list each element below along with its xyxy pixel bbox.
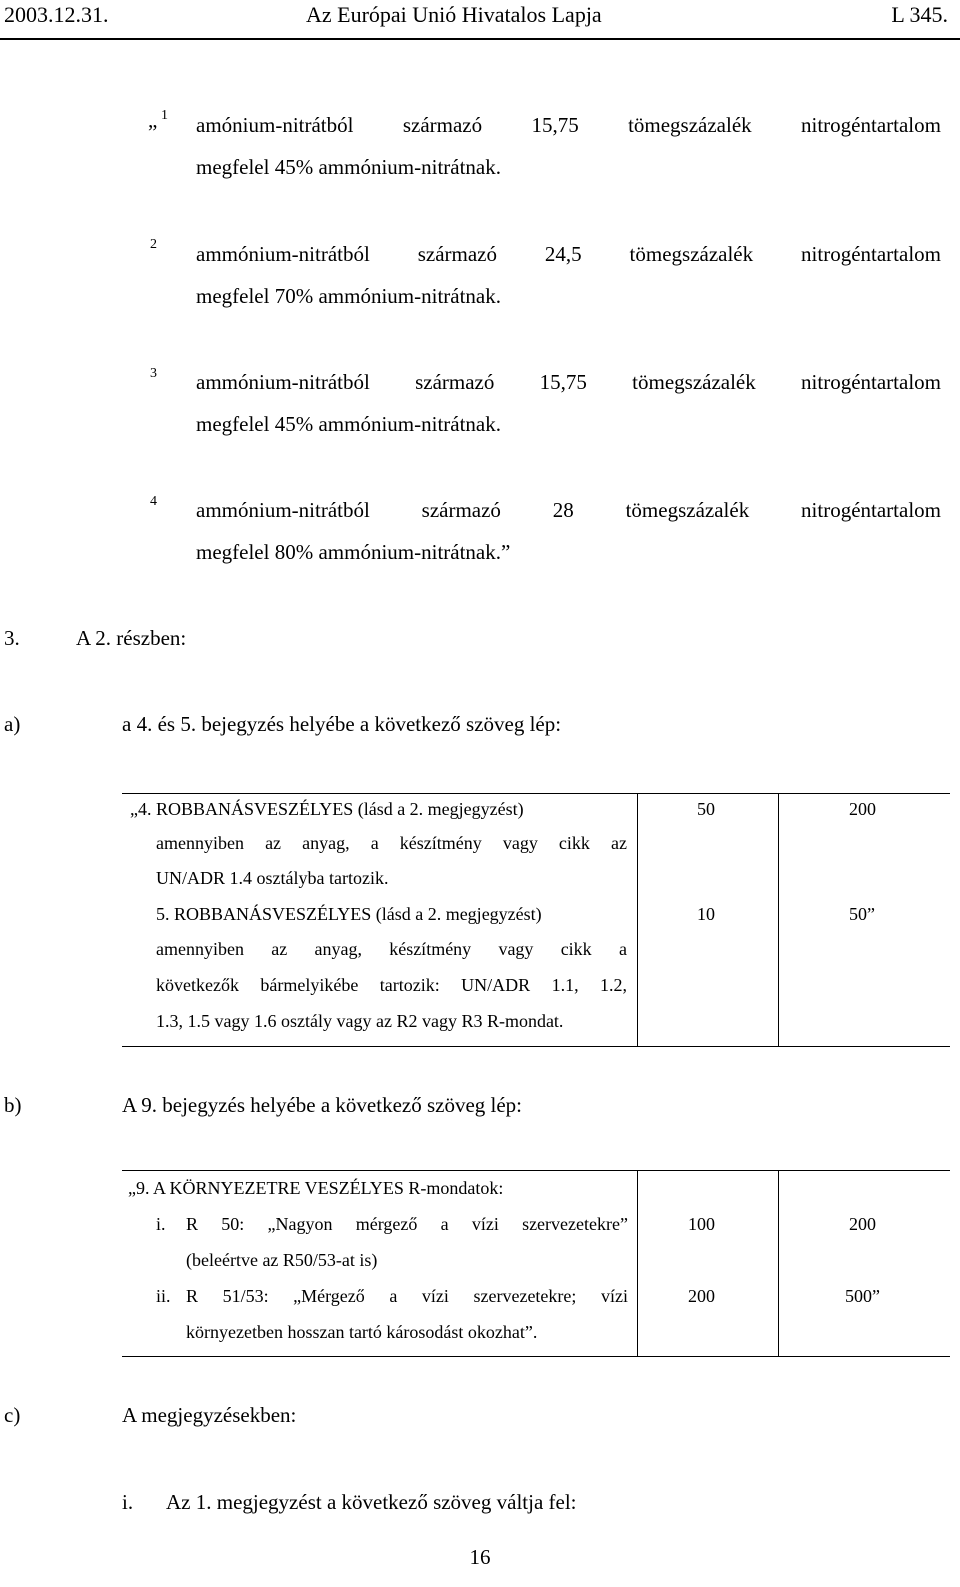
word: 28 [552,498,574,522]
word: amónium-nitrátból [196,113,354,137]
word: anyag, [314,939,362,959]
word: nitrogéntartalom [801,498,941,522]
opening-quote-mark: „ [148,108,158,132]
entry-9-i-value-1: 100 [688,1214,715,1234]
footnote-2-line-2: megfelel 70% ammónium-nitrátnak. [196,284,501,308]
entry-9-ii-value-2: 500” [845,1286,880,1306]
item-c-text: A megjegyzésekben: [122,1403,297,1427]
section-heading: A 2. részben: [76,626,187,650]
footnote-1-line-1 [196,104,941,146]
table-divider [778,1171,779,1356]
entry-5-value-2: 50” [849,904,875,924]
word: tömegszázalék [632,370,756,394]
footnote-marker-3: 3 [150,366,157,381]
item-a-text: a 4. és 5. bejegyzés helyébe a következő szöveg lép: [122,712,562,736]
entry-4-value-1: 50 [697,799,715,819]
word: 24,5 [544,242,582,266]
word: 50: [221,1214,245,1234]
word: vízi [600,1286,628,1306]
item-a-label: a) [4,712,21,736]
page-number: 16 [469,1545,491,1569]
word: nitrogéntartalom [801,370,941,394]
word: „Mérgező [293,1286,365,1306]
word: tömegszázalék [629,242,754,266]
footnote-2 [196,233,941,317]
entry-9-i-value-2: 200 [849,1214,876,1234]
word: nitrogéntartalom [801,113,941,137]
entry-9-ii-line-1 [186,1286,628,1307]
entry-5-line-2 [156,939,627,960]
item-b-label: b) [4,1093,22,1117]
word: tömegszázalék [628,113,752,137]
word: következők [156,975,239,995]
footnote-marker-4: 4 [150,494,157,509]
word: szervezetekre” [522,1214,628,1234]
word: ammónium-nitrátból [196,498,370,522]
entry-9-heading: „9. A KÖRNYEZETRE VESZÉLYES R-mondatok: [128,1178,504,1198]
entry-4-line-2 [156,833,627,854]
word: anyag, [302,833,350,853]
entry-9-ii-value-1: 200 [688,1286,715,1306]
word: készítmény [389,939,472,959]
table-divider [637,794,638,1046]
word: ammónium-nitrátból [196,242,370,266]
entry-9-i-line-2: (beleértve az R50/53-at is) [186,1250,378,1270]
word: bármelyikébe [260,975,359,995]
item-c-label: c) [4,1403,21,1427]
word: származó [415,370,495,394]
word: vagy [502,833,538,853]
table-divider [637,1171,638,1356]
word: ammónium-nitrátból [196,370,370,394]
entry-4-line-3: UN/ADR 1.4 osztályba tartozik. [156,868,389,888]
word: nitrogéntartalom [801,242,941,266]
item-c-i-label: i. [122,1490,134,1514]
word: vízi [471,1214,499,1234]
item-c-i-text: Az 1. megjegyzést a következő szöveg váltja fel: [166,1490,577,1514]
footnote-1 [196,104,941,188]
footnote-4-line-2: megfelel 80% ammónium-nitrátnak.” [196,540,511,564]
word: R [186,1286,199,1306]
table-entry-9 [122,1170,950,1357]
word: származó [402,113,483,137]
footnote-3-line-1 [196,361,941,403]
footnote-2-line-1 [196,233,941,275]
page-header [0,0,960,40]
word: származó [417,242,497,266]
word: a [370,833,379,853]
header-date: 2003.12.31. [4,2,109,27]
word: készítmény [399,833,482,853]
item-b-text: A 9. bejegyzés helyébe a következő szöveg lép: [122,1093,523,1117]
entry-4-value-2: 200 [849,799,876,819]
footnote-3 [196,361,941,445]
word: UN/ADR [461,975,531,995]
word: amennyiben [156,833,244,853]
word: 15,75 [531,113,579,137]
header-journal-title: Az Európai Unió Hivatalos Lapja [306,2,602,27]
word: „Nagyon [267,1214,333,1234]
entry-9-i-line-1 [186,1214,628,1235]
footnote-marker-2: 2 [150,237,157,252]
footnote-3-line-2: megfelel 45% ammónium-nitrátnak. [196,412,501,436]
footnote-marker-1: 1 [161,108,168,123]
word: cikk [560,939,592,959]
word: a [389,1286,398,1306]
table-divider [778,794,779,1046]
word: az [271,939,288,959]
entry-4-line-1: „4. ROBBANÁSVESZÉLYES (lásd a 2. megjegyzést) [130,799,524,819]
word: a [440,1214,449,1234]
word: 51/53: [222,1286,269,1306]
word: 1.1, [551,975,579,995]
footnote-4 [196,489,941,573]
word: amennyiben [156,939,244,959]
entry-9-ii-label: ii. [156,1286,171,1306]
word: tömegszázalék [625,498,750,522]
footnote-1-line-2: megfelel 45% ammónium-nitrátnak. [196,155,501,179]
word: az [610,833,627,853]
entry-5-line-4: 1.3, 1.5 vagy 1.6 osztály vagy az R2 vagy R3 R-mondat. [156,1011,564,1031]
entry-5-value-1: 10 [697,904,715,924]
word: szervezetekre; [473,1286,577,1306]
word: a [618,939,627,959]
word: 15,75 [539,370,587,394]
section-number: 3. [4,626,20,650]
word: R [186,1214,199,1234]
header-page-ref: L 345. [891,2,948,27]
footnote-4-line-1 [196,489,941,531]
word: 1.2, [599,975,627,995]
entry-5-line-1: 5. ROBBANÁSVESZÉLYES (lásd a 2. megjegyzést) [156,904,542,924]
word: vízi [421,1286,449,1306]
entry-5-line-3 [156,975,627,996]
entry-9-i-label: i. [156,1214,166,1234]
word: cikk [558,833,590,853]
table-entries-4-5 [122,793,950,1047]
word: vagy [498,939,534,959]
entry-9-ii-line-2: környezetben hosszan tartó károsodást okozhat”. [186,1322,538,1342]
word: tartozik: [379,975,440,995]
word: mérgező [355,1214,418,1234]
word: származó [421,498,501,522]
word: az [265,833,282,853]
